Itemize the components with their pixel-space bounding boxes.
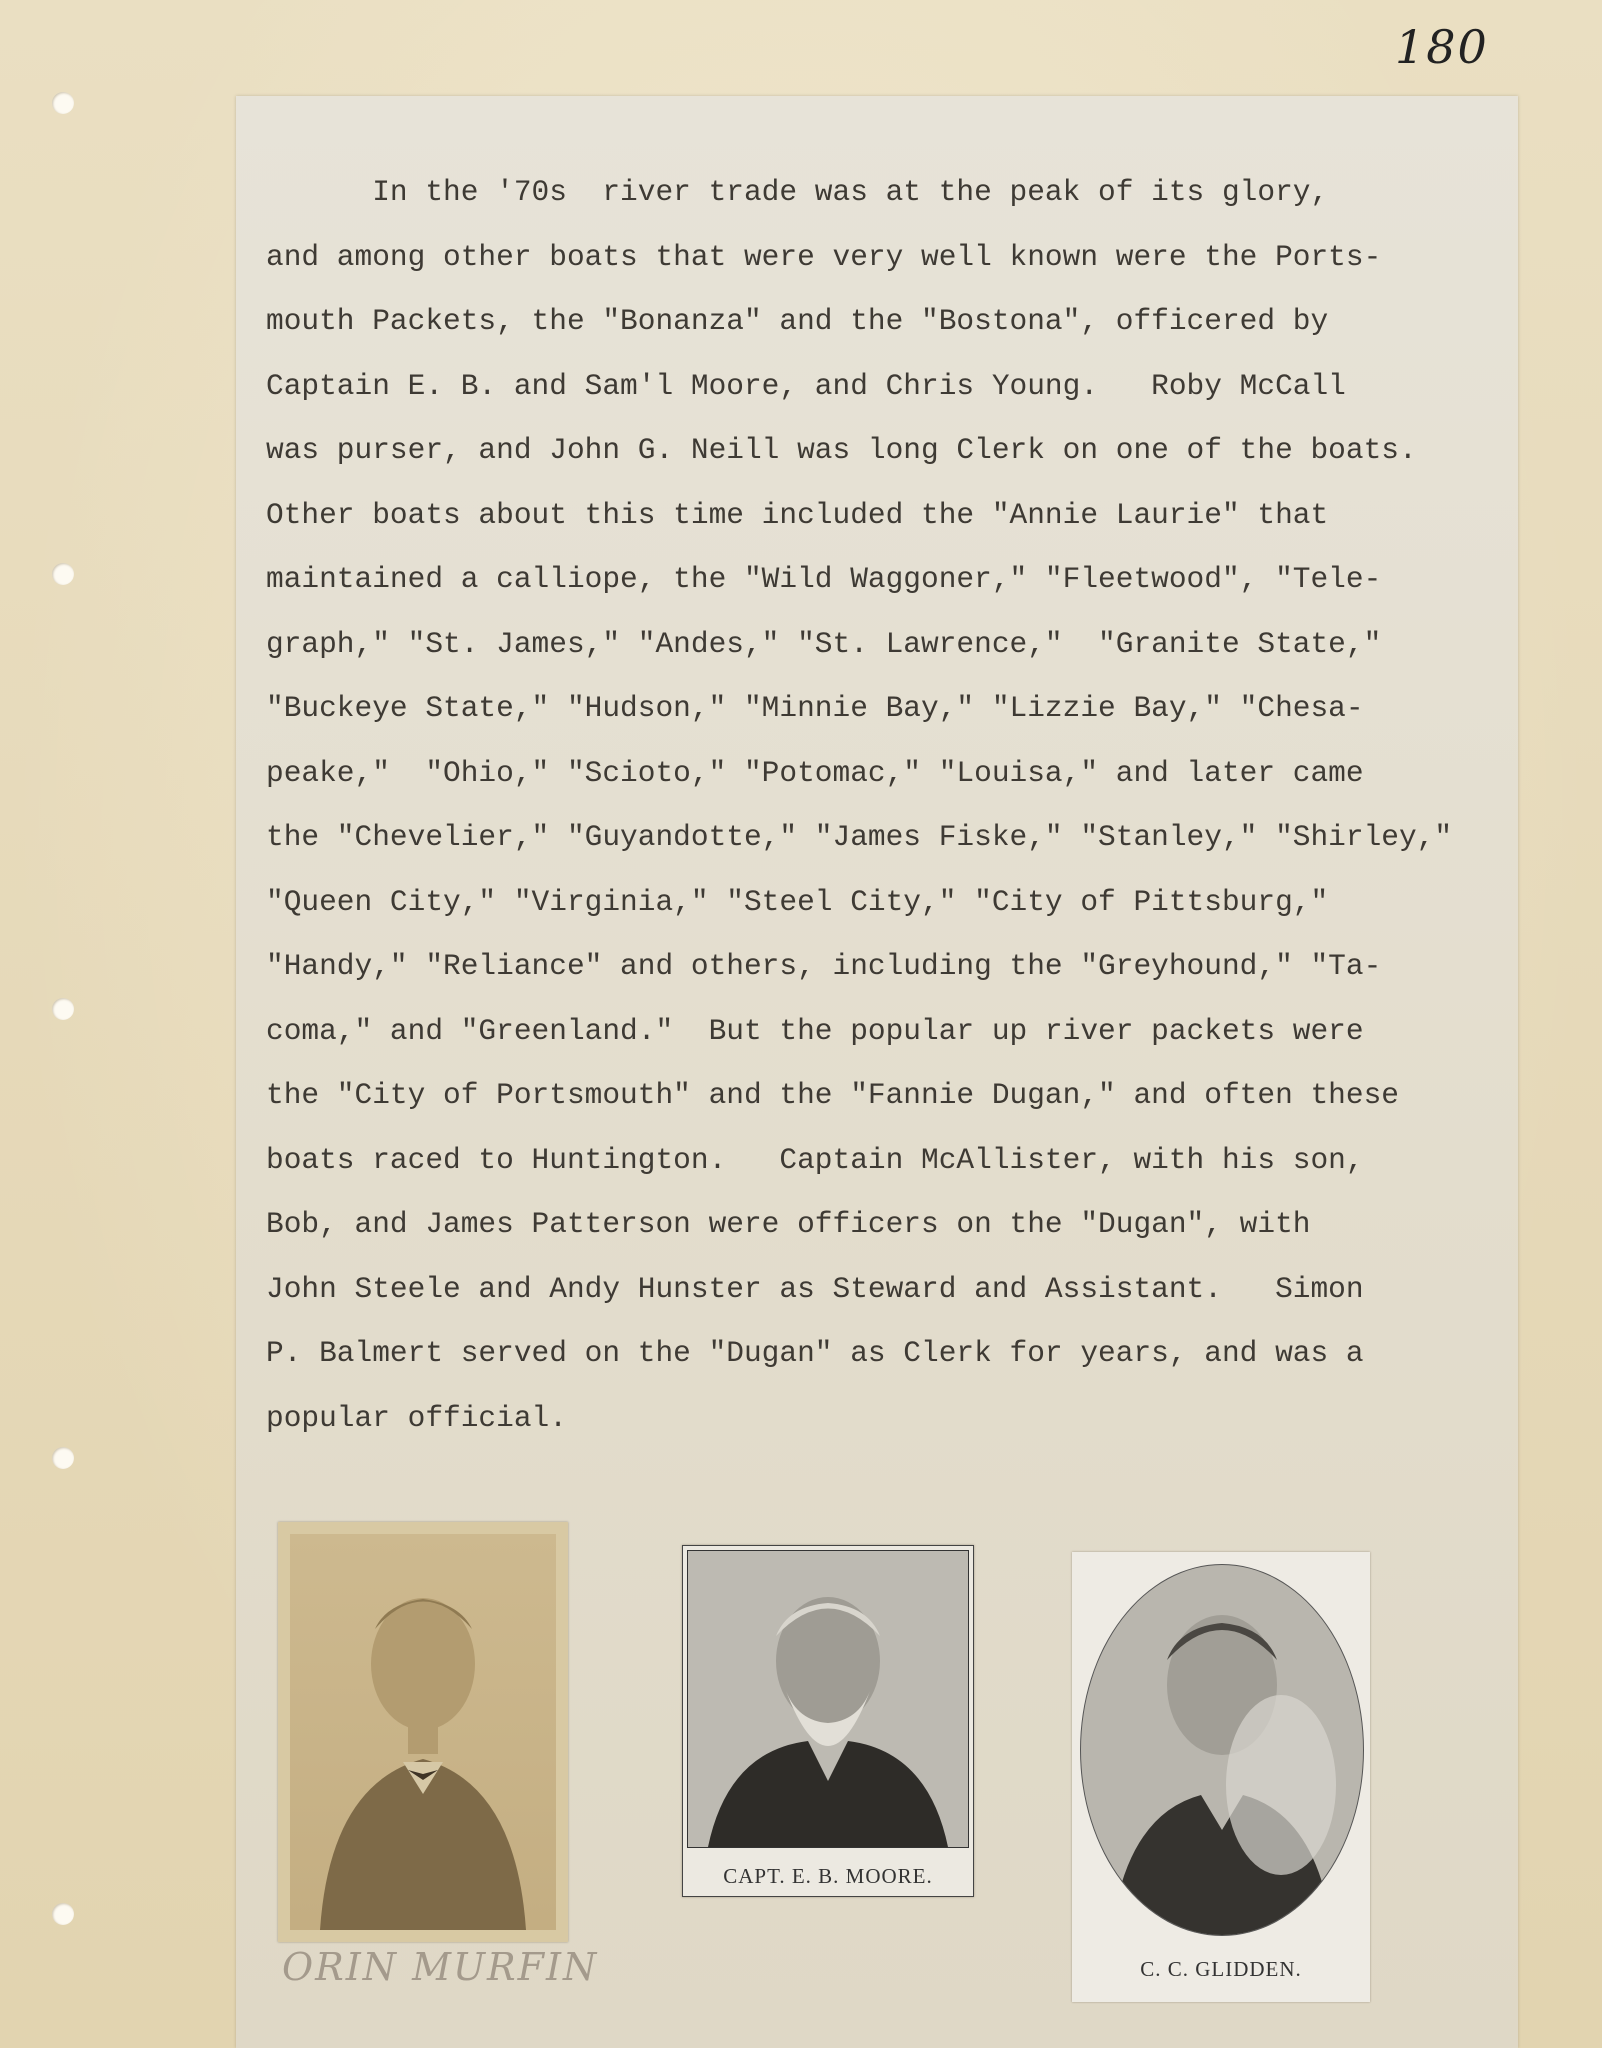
oval-portrait-icon [1081,1565,1363,1935]
photo-caption: C. C. GLIDDEN. [1140,1957,1302,1981]
text-line: graph," "St. James," "Andes," "St. Lawrence," "Granite State," [266,626,1382,661]
text-line: P. Balmert served on the "Dugan" as Clerk for years, and was a [266,1336,1364,1370]
text-line: maintained a calliope, the "Wild Waggoner," "Fleetwood", "Tele- [266,562,1382,596]
portrait-image [1080,1564,1364,1936]
photo-caption: CAPT. E. B. MOORE. [723,1864,933,1888]
binder-hole [52,563,74,585]
text-line: popular official. [266,1400,567,1435]
portrait-image [687,1550,969,1848]
portrait-photo-glidden [1072,1552,1370,2002]
portrait-figure-icon [290,1534,556,1930]
text-line: Other boats about this time included the "Annie Laurie" that [266,497,1329,532]
text-line: Bob, and James Patterson were officers on the "Dugan", with [266,1207,1311,1241]
text-line: "Buckeye State," "Hudson," "Minnie Bay," "Lizzie Bay," "Chesa- [266,691,1364,725]
page-number: 180 [1395,20,1489,74]
binder-hole [52,998,74,1020]
text-line: "Handy," "Reliance" and others, including the "Greyhound," "Ta- [266,949,1382,983]
portrait-photo-moore [682,1545,974,1897]
text-line: was purser, and John G. Neill was long Clerk on one of the boats. [266,433,1417,467]
text-line: peake," "Ohio," "Scioto," "Potomac," "Louisa," and later came [266,755,1364,790]
text-line: and among other boats that were very well known were the Ports- [266,239,1382,274]
handwritten-name: ORIN MURFIN [282,1945,599,1989]
text-line: coma," and "Greenland." But the popular up river packets were [266,1013,1364,1048]
text-line: In the '70s river trade was at the peak of its glory, [266,175,1329,209]
binder-hole [52,92,74,114]
typed-paragraph [266,160,1506,1450]
text-line: Captain E. B. and Sam'l Moore, and Chris Young. Roby McCall [266,368,1346,403]
text-line: John Steele and Andy Hunster as Steward and Assistant. Simon [266,1271,1364,1306]
binder-hole [52,1447,74,1469]
text-line: "Queen City," "Virginia," "Steel City," "City of Pittsburg," [266,884,1329,919]
text-line: the "City of Portsmouth" and the "Fannie Dugan," and often these [266,1078,1399,1112]
text-line: boats raced to Huntington. Captain McAllister, with his son, [266,1142,1364,1177]
portrait-photo-murfin [278,1522,568,1942]
bearded-man-icon [688,1551,968,1847]
portrait-image [290,1534,556,1930]
text-line: the "Chevelier," "Guyandotte," "James Fiske," "Stanley," "Shirley," [266,820,1453,854]
binder-hole [52,1903,74,1925]
text-line: mouth Packets, the "Bonanza" and the "Bostona", officered by [266,304,1329,338]
